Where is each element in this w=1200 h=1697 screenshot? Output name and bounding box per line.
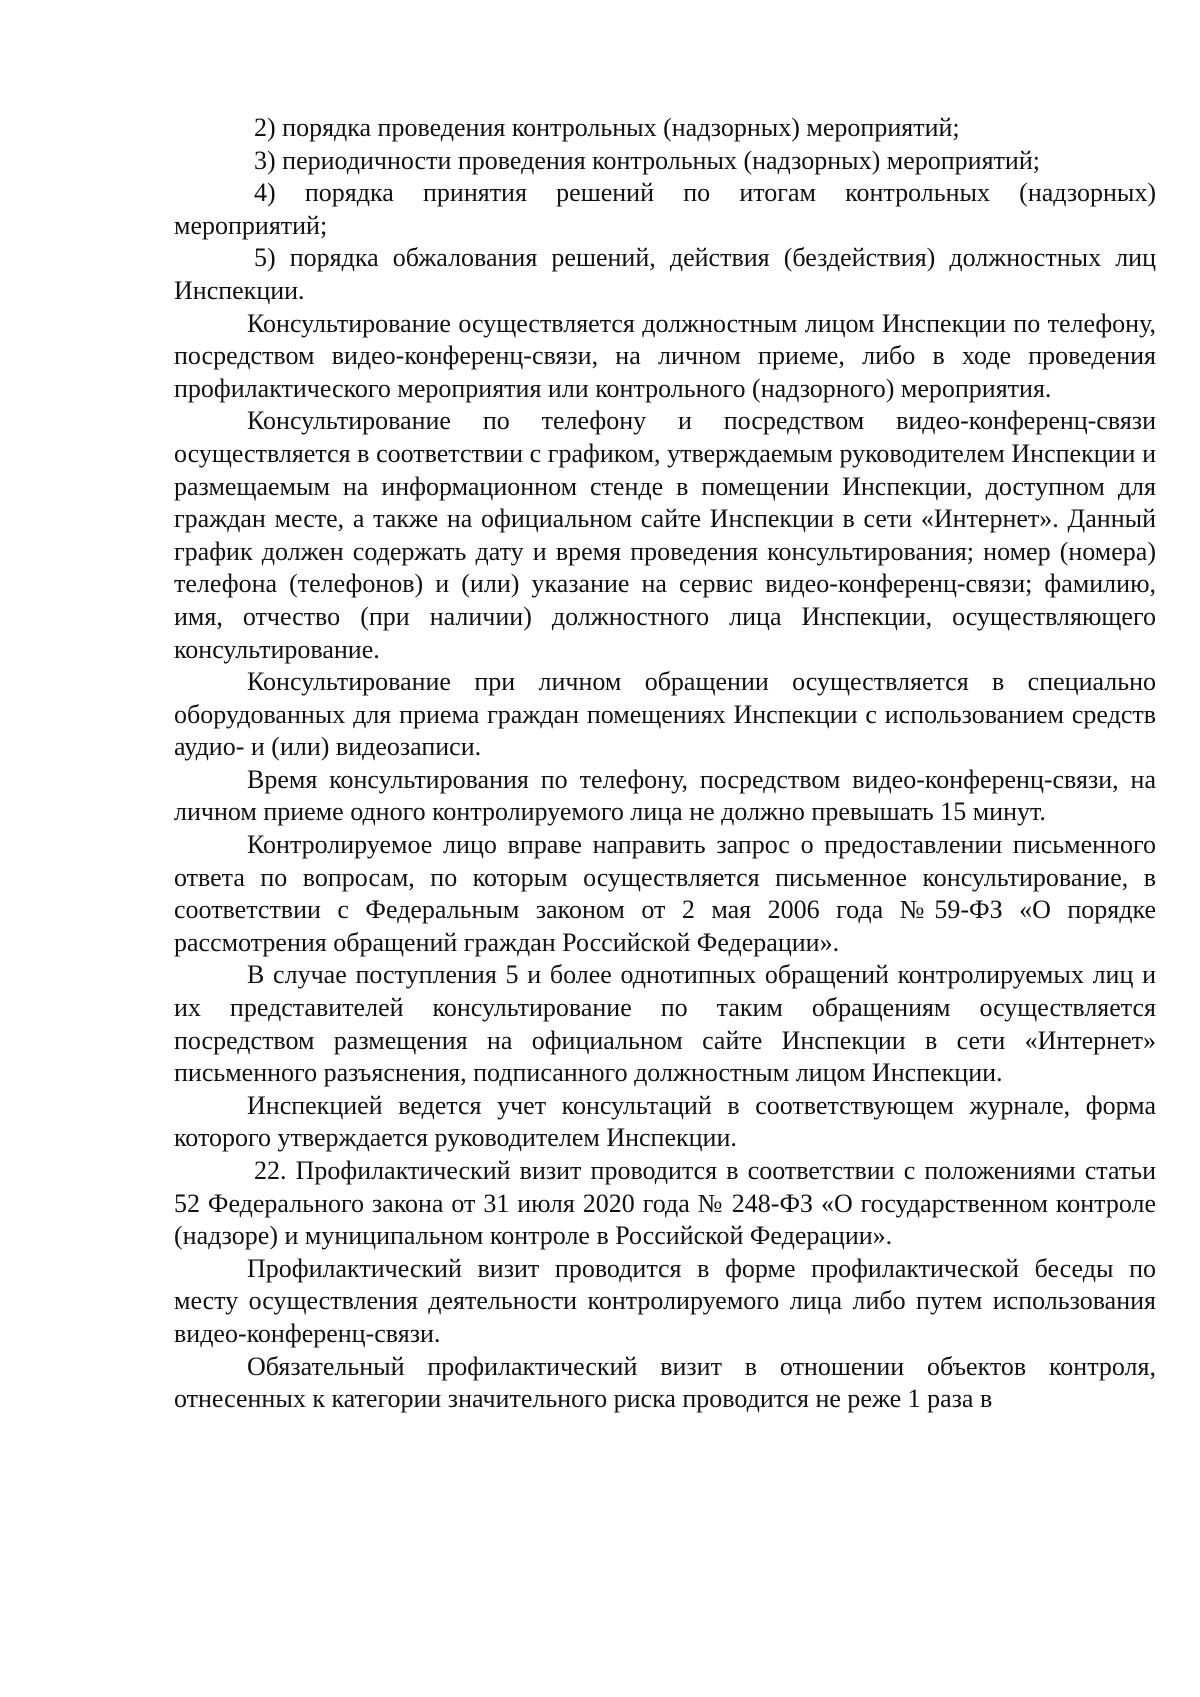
paragraph-consultation-methods: Консультирование осуществляется должностным лицом Инспекции по телефону, посредством видео-конференц-связи, на личном приеме, либо в ходе проведения профилактического мероприятия или контрольного (надзорного) мероприятия. <box>174 308 1156 403</box>
paragraph-consultation-duration: Время консультирования по телефону, посредством видео-конференц-связи, на личном приеме одного контролируемого лица не должно превышать 15 минут. <box>174 764 1156 827</box>
paragraph-visit-form: Профилактический визит проводится в форме профилактической беседы по месту осуществления деятельности контролируемого лица либо путем использования видео-конференц-связи. <box>174 1253 1156 1348</box>
list-item-3: 3) периодичности проведения контрольных (надзорных) мероприятий; <box>254 145 1040 175</box>
list-item-5: 5) порядка обжалования решений, действия (бездействия) должностных лиц Инспекции. <box>174 243 1156 305</box>
paragraph-consultation-log: Инспекцией ведется учет консультаций в соответствующем журнале, форма которого утверждается руководителем Инспекции. <box>174 1090 1156 1153</box>
paragraph-mandatory-visit: Обязательный профилактический визит в отношении объектов контроля, отнесенных к категории значительного риска проводится не реже 1 раза в <box>174 1351 1156 1414</box>
list-item-4: 4) порядка принятия решений по итогам контрольных (надзорных) мероприятий; <box>174 178 1156 240</box>
paragraph-personal-consultation: Консультирование при личном обращении осуществляется в специально оборудованных для приема граждан помещениях Инспекции с использованием средств аудио- и (или) видеозаписи. <box>174 667 1156 762</box>
list-item-2: 2) порядка проведения контрольных (надзорных) мероприятий; <box>254 113 960 142</box>
paragraph-section-22: 22. Профилактический визит проводится в соответствии с положениями статьи 52 Федерального закона от 31 июля 2020 года № 248-ФЗ «О государственном контроле (надзоре) и муниципальном контроле в Российской Федерации». <box>174 1156 1156 1251</box>
paragraph-consultation-schedule: Консультирование по телефону и посредством видео-конференц-связи осуществляется в соответствии с графиком, утверждаемым руководителем Инспекции и размещаемым на информационном стенде в помещении Инспекции, доступном для граждан месте, а также на официальном сайте Инспекции в сети «Интернет». Данный график должен содержать дату и время проведения консультирования; номер (номера) телефона (телефонов) и (или) указание на сервис видео-конференц-связи; фамилию, имя, отчество (при наличии) должностного лица Инспекции, осуществляющего консультирование. <box>174 406 1156 664</box>
paragraph-uniform-requests: В случае поступления 5 и более однотипных обращений контролируемых лиц и их представителей консультирование по таким обращениям осуществляется посредством размещения на официальном сайте Инспекции в сети «Интернет» письменного разъяснения, подписанного должностным лицом Инспекции. <box>174 960 1156 1088</box>
document-body <box>174 112 1156 1416</box>
paragraph-written-request: Контролируемое лицо вправе направить запрос о предоставлении письменного ответа по вопросам, по которым осуществляется письменное консультирование, в соответствии с Федеральным законом от 2 мая 2006 года №59-ФЗ «О порядке рассмотрения обращений граждан Российской Федерации». <box>174 830 1156 957</box>
